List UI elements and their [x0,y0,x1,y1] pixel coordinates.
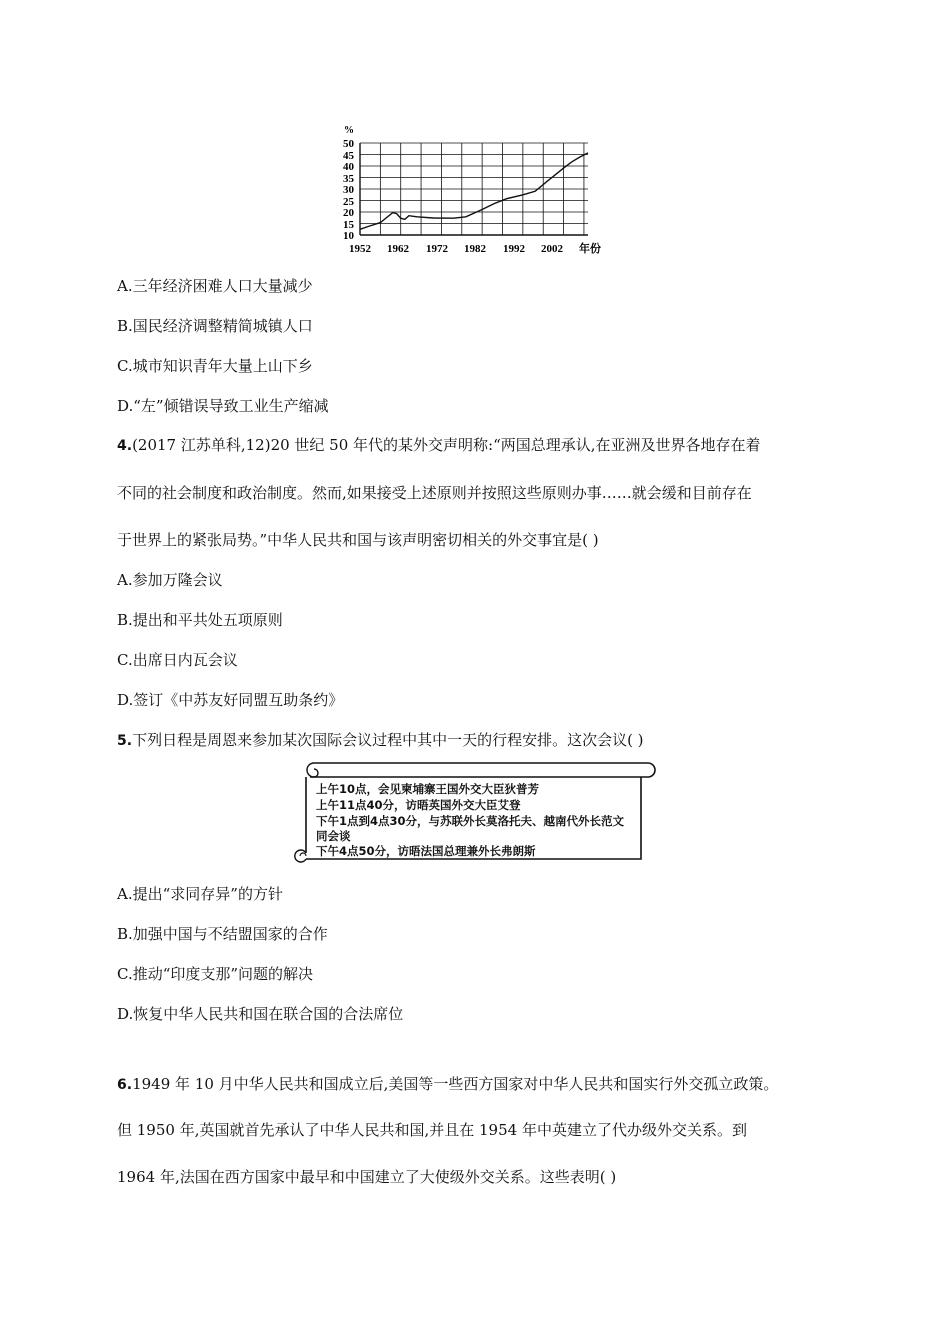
urban-population-series-line [360,153,588,229]
x-tick-label: 1982 [464,243,486,255]
y-tick-label: 10 [343,230,354,242]
y-tick-label: 35 [343,173,354,185]
q6-stem-text: 1949 年 10 月中华人民共和国成立后,美国等一些西方国家对中华人民共和国实行外交孤立政策。 [132,1075,779,1093]
q6-stem-line-2: 但 1950 年,英国就首先承认了中华人民共和国,并且在 1954 年中英建立了代办级外交关系。到 [117,1121,747,1139]
y-tick-label: 45 [343,150,354,162]
schedule-entry: 同会谈 [316,829,351,843]
schedule-entry: 上午10点，会见柬埔寨王国外交大臣狄普芳 [316,782,540,796]
q5-number: 5. [117,733,133,749]
q4-stem-line-3: 于世界上的紧张局势。”中华人民共和国与该声明密切相关的外交事宜是( ) [117,531,599,549]
schedule-entry: 下午4点50分，访晤法国总理兼外长弗朗斯 [316,844,536,858]
y-tick-label: 50 [343,138,354,150]
q4-option-d[interactable]: D.签订《中苏友好同盟互助条约》 [117,691,344,709]
x-tick-labels [349,243,564,255]
q4-option-b[interactable]: B.提出和平共处五项原则 [117,611,283,629]
urban-population-line-chart [336,123,608,257]
x-unit-label: 年份 [579,243,601,255]
y-tick-labels [343,138,355,242]
q4-stem-text: (2017 江苏单科,12)20 世纪 50 年代的某外交声明称:“两国总理承认,在亚洲及世界各地存在着 [132,436,761,454]
y-tick-label: 30 [343,184,354,196]
schedule-entry: 上午11点40分，访晤英国外交大臣艾登 [316,798,521,812]
chart-grid [360,143,588,235]
q3-option-d[interactable]: D.“左”倾错误导致工业生产缩减 [117,397,329,415]
q4-stem-line-2: 不同的社会制度和政治制度。然而,如果接受上述原则并按照这些原则办事……就会缓和目前存在 [117,484,752,502]
y-tick-label: 25 [343,196,354,208]
y-tick-label: 20 [343,207,354,219]
q6-stem-line-1 [117,1073,778,1094]
q5-option-a[interactable]: A.提出“求同存异”的方针 [117,885,283,903]
x-tick-label: 1972 [426,243,448,255]
q4-option-c[interactable]: C.出席日内瓦会议 [117,651,238,669]
y-tick-label: 40 [343,161,354,173]
x-tick-label: 1992 [503,243,525,255]
x-tick-label: 1952 [349,243,371,255]
q4-number: 4. [117,438,133,454]
q5-stem-text: 下列日程是周恩来参加某次国际会议过程中其中一天的行程安排。这次会议( ) [132,731,644,749]
q5-option-b[interactable]: B.加强中国与不结盟国家的合作 [117,925,328,943]
x-tick-label: 1962 [387,243,409,255]
q5-option-d[interactable]: D.恢复中华人民共和国在联合国的合法席位 [117,1005,404,1023]
q4-option-a[interactable]: A.参加万隆会议 [117,571,223,589]
schedule-entry: 下午1点到4点30分，与苏联外长莫洛托夫、越南代外长范文 [316,814,625,828]
q4-stem-line-1 [117,434,761,455]
q3-option-c[interactable]: C.城市知识青年大量上山下乡 [117,357,313,375]
y-tick-label: 15 [343,219,354,231]
q6-stem-line-3: 1964 年,法国在西方国家中最早和中国建立了大使级外交关系。这些表明( ) [117,1168,617,1186]
q3-option-b[interactable]: B.国民经济调整精简城镇人口 [117,317,313,335]
q3-option-a[interactable]: A.三年经济困难人口大量减少 [117,277,313,295]
x-tick-label: 2002 [541,243,563,255]
y-unit-label: % [344,125,354,136]
q5-option-c[interactable]: C.推动“印度支那”问题的解决 [117,965,314,983]
q5-stem [117,729,644,750]
q6-number: 6. [117,1077,133,1093]
